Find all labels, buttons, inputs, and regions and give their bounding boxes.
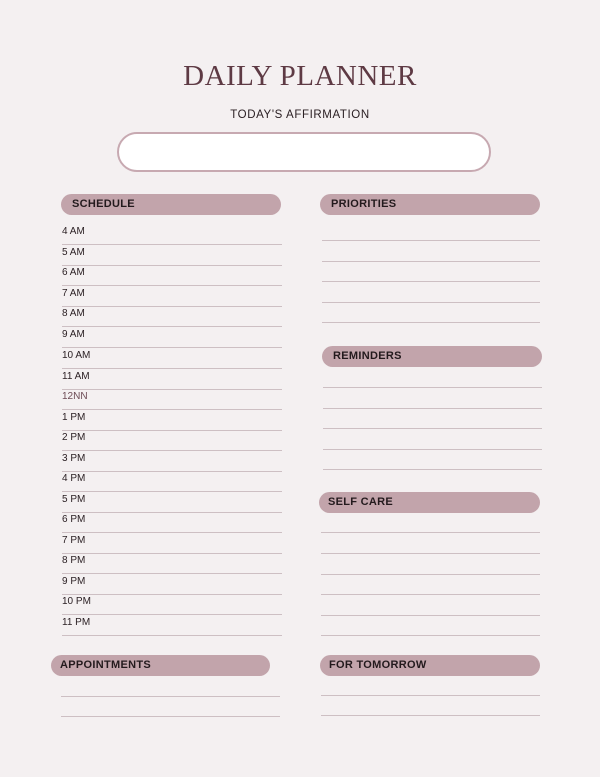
priorities-line[interactable] [322,240,540,241]
hour-label: 7 PM [62,535,86,546]
self-care-line[interactable] [321,532,540,533]
appointments-header: APPOINTMENTS [51,655,270,676]
schedule-row-4pm[interactable] [62,471,282,492]
schedule-row-4am[interactable] [62,224,282,245]
for-tomorrow-line[interactable] [321,715,540,716]
hour-label: 6 AM [62,267,85,278]
hour-label: 3 PM [62,453,86,464]
priorities-line[interactable] [322,261,540,262]
hour-label: 9 PM [62,576,86,587]
self-care-line[interactable] [321,574,540,575]
schedule-row-11pm[interactable] [62,615,282,636]
hour-label: 2 PM [62,432,86,443]
schedule-header: SCHEDULE [61,194,281,215]
hour-label: 5 PM [62,494,86,505]
schedule-row-5pm[interactable] [62,492,282,513]
hour-label: 4 PM [62,473,86,484]
hour-label: 11 PM [62,617,91,628]
hour-label: 9 AM [62,329,85,340]
affirmation-input-box[interactable] [117,132,491,172]
priorities-header: PRIORITIES [320,194,540,215]
schedule-row-9pm[interactable] [62,574,282,595]
schedule-row-2pm[interactable] [62,430,282,451]
hour-label: 6 PM [62,514,86,525]
schedule-row-1pm[interactable] [62,410,282,431]
reminders-line[interactable] [323,387,542,388]
for-tomorrow-line[interactable] [321,695,540,696]
priorities-line[interactable] [322,302,540,303]
reminders-line[interactable] [323,428,542,429]
schedule-row-6am[interactable] [62,265,282,286]
hour-label: 5 AM [62,247,85,258]
schedule-row-3pm[interactable] [62,451,282,472]
schedule-row-7am[interactable] [62,286,282,307]
hour-label: 7 AM [62,288,85,299]
hour-label: 1 PM [62,412,86,423]
schedule-row-5am[interactable] [62,245,282,266]
schedule-row-10am[interactable] [62,348,282,369]
appointments-line[interactable] [61,716,280,717]
reminders-header: REMINDERS [322,346,542,367]
priorities-line[interactable] [322,281,540,282]
schedule-row-12nn[interactable] [62,389,282,410]
hour-label: 10 PM [62,596,91,607]
schedule-row-11am[interactable] [62,369,282,390]
reminders-line[interactable] [323,449,542,450]
schedule-row-9am[interactable] [62,327,282,348]
priorities-line[interactable] [322,322,540,323]
schedule-row-8pm[interactable] [62,553,282,574]
schedule-row-10pm[interactable] [62,594,282,615]
schedule-row-7pm[interactable] [62,533,282,554]
self-care-line[interactable] [321,635,540,636]
hour-label: 11 AM [62,371,90,382]
reminders-line[interactable] [323,408,542,409]
hour-label: 10 AM [62,350,91,361]
self-care-line[interactable] [321,553,540,554]
affirmation-label: TODAY'S AFFIRMATION [230,109,370,121]
hour-label: 8 PM [62,555,86,566]
schedule-row-8am[interactable] [62,306,282,327]
self-care-header: SELF CARE [319,492,540,513]
appointments-line[interactable] [61,696,280,697]
schedule-row-6pm[interactable] [62,512,282,533]
hour-label: 8 AM [62,308,85,319]
page-title: DAILY PLANNER [183,60,417,92]
for-tomorrow-header: FOR TOMORROW [320,655,540,676]
hour-label: 4 AM [62,226,85,237]
hour-label: 12NN [62,391,88,402]
self-care-line[interactable] [321,615,540,616]
reminders-line[interactable] [323,469,542,470]
self-care-line[interactable] [321,594,540,595]
